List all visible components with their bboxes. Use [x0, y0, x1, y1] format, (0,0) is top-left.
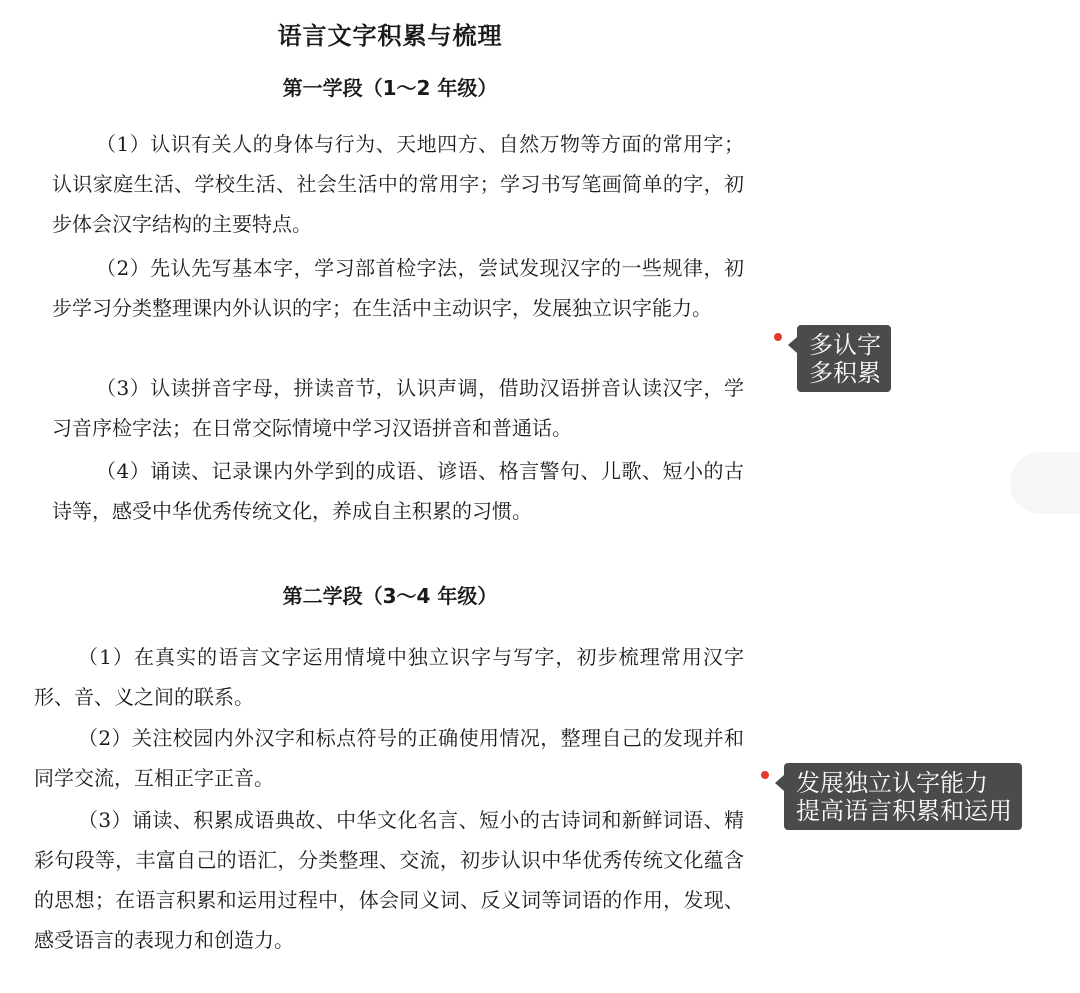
annotation-line: 多积累 [809, 359, 881, 387]
annotation-dot [761, 771, 769, 779]
annotation-line: 提高语言积累和运用 [796, 797, 1012, 825]
floating-handle[interactable] [1010, 452, 1080, 514]
annotation-line: 发展独立认字能力 [796, 769, 988, 797]
section-heading-stage2: 第二学段（3～4 年级） [282, 584, 498, 608]
stage2-item-3: （3）诵读、积累成语典故、中华文化名言、短小的古诗词和新鲜词语、精彩句段等，丰富自己的语汇，分类整理、交流，初步认识中华优秀传统文化蕴含的思想；在语言积累和运用过程中，体会同义词、反义词等词语的作用，发现、感受语言的表现力和创造力。 [34, 808, 744, 952]
stage2-item-1: （1）在真实的语言文字运用情境中独立识字与写字，初步梳理常用汉字形、音、义之间的联系。 [34, 645, 744, 709]
annotation-line: 多认字 [809, 331, 881, 359]
stage1-item-1: （1）认识有关人的身体与行为、天地四方、自然万物等方面的常用字；认识家庭生活、学校生活、社会生活中的常用字；学习书写笔画简单的字，初步体会汉字结构的主要特点。 [52, 132, 744, 236]
stage1-item-4: （4）诵读、记录课内外学到的成语、谚语、格言警句、儿歌、短小的古诗等，感受中华优秀传统文化，养成自主积累的习惯。 [52, 459, 744, 523]
page-title: 语言文字积累与梳理 [277, 22, 503, 50]
stage1-item-2: （2）先认先写基本字，学习部首检字法，尝试发现汉字的一些规律，初步学习分类整理课内外认识的字；在生活中主动识字，发展独立识字能力。 [52, 256, 744, 320]
annotation-tag-stage1 [797, 325, 891, 392]
stage2-item-2: （2）关注校园内外汉字和标点符号的正确使用情况，整理自己的发现并和同学交流，互相正字正音。 [34, 726, 744, 790]
stage1-item-3: （3）认读拼音字母，拼读音节，认识声调，借助汉语拼音认读汉字，学习音序检字法；在日常交际情境中学习汉语拼音和普通话。 [52, 376, 744, 440]
section-heading-stage1: 第一学段（1～2 年级） [282, 76, 498, 100]
annotation-tag-stage2 [784, 763, 1022, 830]
annotation-dot [774, 333, 782, 341]
